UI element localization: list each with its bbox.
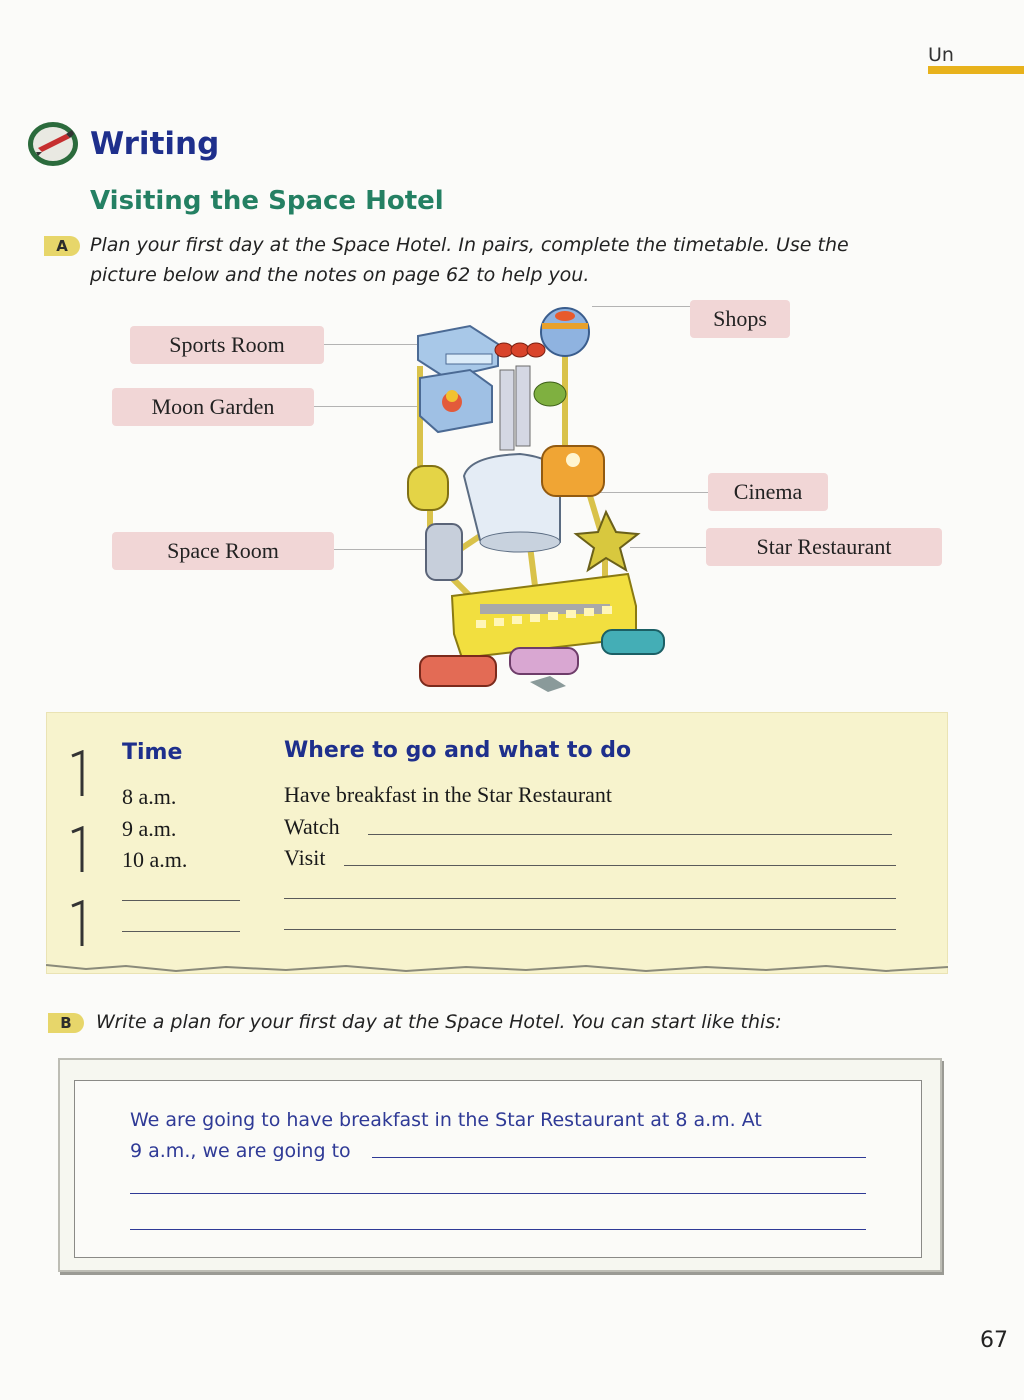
task-a-instruction: Plan your first day at the Space Hotel. In pairs, complete the timetable. Use the picture below and the notes on page 62 to help you.	[90, 234, 849, 286]
label-shops: Shops	[690, 300, 790, 338]
example-text-line: We are going to have breakfast in the Star Restaurant at 8 a.m. At	[130, 1109, 762, 1131]
timetable-activity-cell: Visit	[284, 845, 326, 870]
timetable-time-cell: 10 a.m.	[122, 847, 188, 872]
unit-tab: Un	[928, 44, 954, 66]
label-space-room: Space Room	[112, 532, 334, 570]
timetable-time-cell: 9 a.m.	[122, 816, 177, 841]
task-b-badge: B	[48, 1013, 84, 1033]
answer-line[interactable]	[122, 931, 240, 932]
binder-ring-icon	[70, 750, 88, 798]
label-star-restaurant: Star Restaurant	[706, 528, 942, 566]
section-title: Writing	[90, 126, 220, 162]
answer-line[interactable]	[130, 1193, 866, 1194]
space-hotel-illustration	[390, 296, 690, 700]
answer-line[interactable]	[284, 929, 896, 930]
task-a-badge: A	[44, 236, 80, 256]
timetable-activity-cell: Have breakfast in the Star Restaurant	[284, 782, 613, 807]
label-sports-room: Sports Room	[130, 326, 324, 364]
answer-line[interactable]	[372, 1157, 866, 1158]
label-cinema: Cinema	[708, 473, 828, 511]
section-subtitle: Visiting the Space Hotel	[90, 186, 444, 216]
example-text-line: 9 a.m., we are going to	[130, 1140, 351, 1162]
answer-line[interactable]	[284, 898, 896, 899]
task-b-instruction: Write a plan for your first day at the Space Hotel. You can start like this:	[96, 1011, 782, 1033]
label-moon-garden: Moon Garden	[112, 388, 314, 426]
answer-line[interactable]	[130, 1229, 866, 1230]
answer-line[interactable]	[122, 900, 240, 901]
answer-line[interactable]	[344, 865, 896, 866]
timetable-header-time: Time	[122, 740, 183, 765]
timetable-time-cell: 8 a.m.	[122, 784, 177, 809]
unit-accent-bar	[928, 66, 1024, 74]
binder-ring-icon	[70, 900, 88, 948]
timetable-header-activity: Where to go and what to do	[284, 738, 632, 763]
torn-paper-edge	[46, 963, 948, 979]
pen-notebook-icon	[26, 118, 80, 168]
binder-ring-icon	[70, 826, 88, 874]
answer-line[interactable]	[368, 834, 892, 835]
page-number: 67	[980, 1328, 1008, 1353]
timetable-activity-cell: Watch	[284, 814, 340, 839]
